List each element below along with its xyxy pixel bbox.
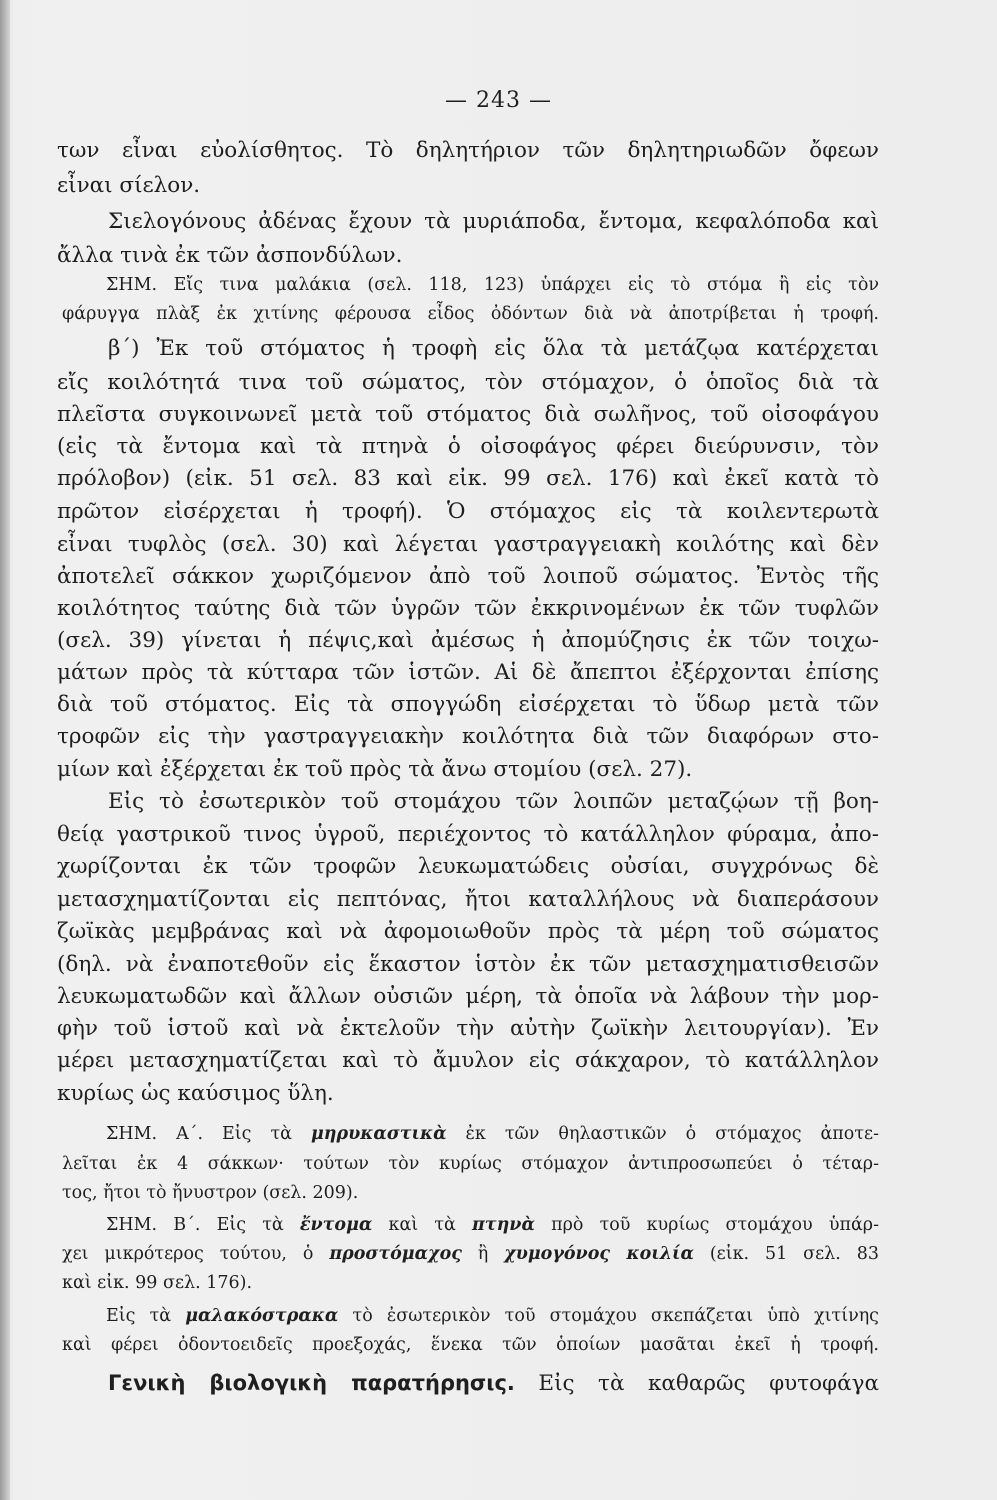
page-number: — 243 — [445,88,552,113]
text-line: (εἰς τὰ ἔντομα καὶ τὰ πτηνὰ ὁ οἰσοφάγος φέρει διεύρυνσιν, τὸν [57,434,879,459]
text-line: πρῶτον εἰσέρχεται ἡ τροφή). Ὁ στόμαχος εἰς τὰ κοιλεντερωτὰ [57,499,879,524]
text-line: (δηλ. νὰ ἐναποτεθοῦν εἰς ἕκαστον ἱστὸν ἐκ τῶν μετασχηματισθεισῶν [57,952,879,977]
text-line: εἶναι σίελον. [57,173,201,198]
text-line: Σιελογόνους ἀδένας ἔχουν τὰ μυριάποδα, ἔντομα, κεφαλόποδα καὶ [108,209,879,234]
text-line: μέρει μετασχηματίζεται καὶ τὸ ἄμυλον εἰς σάκχαρον, τὸ κατάλληλον [57,1048,879,1073]
section-heading: Γενικὴ βιολογικὴ παρατήρησις. [108,1371,515,1395]
note-line: ΣΗΜ. Β΄. Εἰς τὰ ἔντομα καὶ τὰ πτηνὰ πρὸ τοῦ κυρίως στομάχου ὑπάρ- [106,1215,879,1235]
text-line: κυρίως ὡς καύσιμος ὕλη. [57,1081,334,1106]
text-line: β΄) Ἐκ τοῦ στόματος ἡ τροφὴ εἰς ὅλα τὰ μετάζῳα κατέρχεται [108,336,879,361]
text-line: εἶναι τυφλὸς (σελ. 30) καὶ λέγεται γαστραγγειακὴ κοιλότης καὶ δὲν [57,532,879,557]
text-line: φὴν τοῦ ἱστοῦ καὶ νὰ ἐκτελοῦν τὴν αὐτὴν ζωϊκὴν λειτουργίαν). Ἐν [57,1016,879,1041]
text-line: πρόλοβον) (εἰκ. 51 σελ. 83 καὶ εἰκ. 99 σελ. 176) καὶ ἐκεῖ κατὰ τὸ [57,466,879,491]
text-line: μίων καὶ ἐξέρχεται ἐκ τοῦ πρὸς τὰ ἄνω στομίου (σελ. 27). [57,757,693,782]
text-line: κοιλότητος ταύτης διὰ τῶν ὑγρῶν τῶν ἐκκρινομένων ἐκ τῶν τυφλῶν [57,596,879,621]
section-heading-line: Γενικὴ βιολογικὴ παρατήρησις. Εἰς τὰ καθαρῶς φυτοφάγα [108,1371,879,1396]
text-line: θείᾳ γαστρικοῦ τινος ὑγροῦ, περιέχοντος τὸ κατάλληλον φύραμα, ἀπο- [57,822,879,847]
note-line: καὶ εἰκ. 99 σελ. 176). [62,1273,253,1293]
text-line: ἀποτελεῖ σάκκον χωριζόμενον ἀπὸ τοῦ λοιποῦ σώματος. Ἐντὸς τῆς [57,564,879,589]
note-line: λεῖται ἐκ 4 σάκκων· τούτων τὸν κυρίως στόμαχον ἀντιπροσωπεύει ὁ τέταρ- [62,1154,879,1174]
note-line: χει μικρότερος τούτου, ὁ προστόμαχος ἢ χυμογόνος κοιλία (εἰκ. 51 σελ. 83 [62,1244,879,1264]
text-line: χωρίζονται ἐκ τῶν τροφῶν λευκωματώδεις οὐσίαι, συγχρόνως δὲ [57,854,879,879]
note-line: ΣΗΜ. Α΄. Εἰς τὰ μηρυκαστικὰ ἐκ τῶν θηλαστικῶν ὁ στόμαχος ἀποτε- [106,1124,879,1144]
text-line: λευκωματωδῶν καὶ ἄλλων οὐσιῶν μέρη, τὰ ὁποῖα νὰ λάβουν τὴν μορ- [57,984,879,1009]
text-line: φάρυγγα πλὰξ ἐκ χιτίνης φέρουσα εἶδος ὀδόντων διὰ νὰ ἀποτρίβεται ἡ τροφή. [62,304,879,324]
text-line: διὰ τοῦ στόματος. Εἰς τὰ σπογγώδη εἰσέρχεται τὸ ὕδωρ μετὰ τῶν [57,692,879,717]
note-line: καὶ φέρει ὀδοντοειδεῖς προεξοχάς, ἕνεκα τῶν ὁποίων μασᾶται ἐκεῖ ἡ τροφή. [62,1335,879,1355]
text-line: Εἰς τὸ ἐσωτερικὸν τοῦ στομάχου τῶν λοιπῶν μεταζῴων τῇ βοη- [108,789,879,814]
text-line: μάτων πρὸς τὰ κύτταρα τῶν ἱστῶν. Αἱ δὲ ἄπεπτοι ἐξέρχονται ἐπίσης [57,660,879,685]
note-line: Εἰς τὰ μαλακόστρακα τὸ ἐσωτερικὸν τοῦ στομάχου σκεπάζεται ὑπὸ χιτίνης [106,1306,879,1326]
note-line: τος, ἤτοι τὸ ἤνυστρον (σελ. 209). [62,1183,359,1203]
text-line: των εἶναι εὐολίσθητος. Τὸ δηλητήριον τῶν δηλητηριωδῶν ὄφεων [57,138,879,163]
text-line: (σελ. 39) γίνεται ἡ πέψις,καὶ ἀμέσως ἡ ἀπομύζησις ἐκ τῶν τοιχω- [57,628,879,653]
text-line: ζωϊκὰς μεμβράνας καὶ νὰ ἀφομοιωθοῦν πρὸς τὰ μέρη τοῦ σώματος [57,919,879,944]
text-line: μετασχηματίζονται εἰς πεπτόνας, ἤτοι καταλλήλους νὰ διαπεράσουν [57,887,879,912]
text-line: ἄλλα τινὰ ἐκ τῶν ἀσπονδύλων. [57,243,403,268]
book-spine-shadow [0,0,10,1500]
text-line: πλεῖστα συγκοινωνεῖ μετὰ τοῦ στόματος διὰ σωλῆνος, τοῦ οἰσοφάγου [57,402,879,427]
text-line: ΣΗΜ. Εἴς τινα μαλάκια (σελ. 118, 123) ὑπάρχει εἰς τὸ στόμα ἢ εἰς τὸν [106,275,879,295]
text-line: εἴς κοιλότητά τινα τοῦ σώματος, τὸν στόμαχον, ὁ ὁποῖος διὰ τὰ [57,370,879,395]
text-line: τροφῶν εἰς τὴν γαστραγγειακὴν κοιλότητα διὰ τῶν διαφόρων στο- [57,724,879,749]
